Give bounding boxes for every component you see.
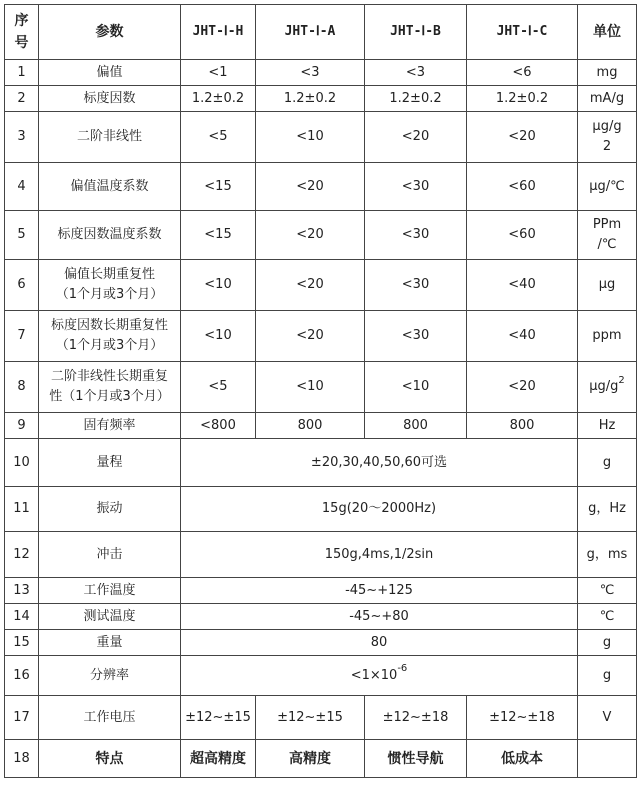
row-param xyxy=(39,260,181,311)
row-unit: Hz xyxy=(578,413,637,439)
row-unit: g xyxy=(578,439,637,487)
cell-c: ±12~±18 xyxy=(467,696,578,740)
cell-c: <40 xyxy=(467,311,578,362)
row-param: 测试温度 xyxy=(39,604,181,630)
row-no: 1 xyxy=(5,60,39,86)
row-param xyxy=(39,362,181,413)
param-line: 性（1个月或3个月） xyxy=(49,389,170,404)
row-no: 9 xyxy=(5,413,39,439)
row-unit xyxy=(578,112,637,163)
row-unit: g xyxy=(578,656,637,696)
cell-a: <20 xyxy=(256,311,365,362)
cell-h: 1.2±0.2 xyxy=(181,86,256,112)
row-unit: ℃ xyxy=(578,578,637,604)
cell-c: 800 xyxy=(467,413,578,439)
row-unit: g，ms xyxy=(578,532,637,578)
row-param: 分辨率 xyxy=(39,656,181,696)
row-no: 11 xyxy=(5,487,39,532)
cell-a: <20 xyxy=(256,211,365,260)
table-row xyxy=(5,211,637,260)
row-no: 13 xyxy=(5,578,39,604)
cell-merged: -45~+125 xyxy=(181,578,578,604)
unit-line: μg/g xyxy=(592,119,622,134)
unit-line: 2 xyxy=(602,139,612,154)
cell-a: <3 xyxy=(256,60,365,86)
cell-c: <6 xyxy=(467,60,578,86)
row-param: 工作温度 xyxy=(39,578,181,604)
cell-merged: 15g(20～2000Hz) xyxy=(181,487,578,532)
unit-line: PPm xyxy=(592,217,622,232)
cell-b: <30 xyxy=(365,211,467,260)
row-no: 7 xyxy=(5,311,39,362)
row-param: 冲击 xyxy=(39,532,181,578)
row-no: 2 xyxy=(5,86,39,112)
table-row xyxy=(5,163,637,211)
spec-table xyxy=(4,4,637,778)
row-unit: mA/g xyxy=(578,86,637,112)
cell-h: <15 xyxy=(181,163,256,211)
row-no: 14 xyxy=(5,604,39,630)
row-param: 标度因数 xyxy=(39,86,181,112)
row-unit: V xyxy=(578,696,637,740)
table-row xyxy=(5,740,637,778)
param-line: 标度因数长期重复性 xyxy=(50,318,168,333)
header-row xyxy=(5,5,637,60)
row-no: 10 xyxy=(5,439,39,487)
row-param: 偏值温度系数 xyxy=(39,163,181,211)
cell-b: 惯性导航 xyxy=(365,740,467,778)
row-param: 重量 xyxy=(39,630,181,656)
cell-b: ±12~±18 xyxy=(365,696,467,740)
row-unit: μg xyxy=(578,260,637,311)
row-param xyxy=(39,311,181,362)
cell-b: <30 xyxy=(365,163,467,211)
table-row xyxy=(5,630,637,656)
cell-b: 800 xyxy=(365,413,467,439)
table-row xyxy=(5,578,637,604)
row-no: 4 xyxy=(5,163,39,211)
row-no: 5 xyxy=(5,211,39,260)
cell-a: <10 xyxy=(256,112,365,163)
row-param: 量程 xyxy=(39,439,181,487)
header-unit: 单位 xyxy=(578,5,637,60)
cell-a: 高精度 xyxy=(256,740,365,778)
row-unit xyxy=(578,362,637,413)
header-model-c: JHT-Ⅰ-C xyxy=(467,5,578,60)
row-no: 12 xyxy=(5,532,39,578)
cell-h: ±12~±15 xyxy=(181,696,256,740)
cell-a: <20 xyxy=(256,260,365,311)
cell-b: <10 xyxy=(365,362,467,413)
unit-sup: 2 xyxy=(618,374,625,386)
table-row xyxy=(5,260,637,311)
row-unit: g，Hz xyxy=(578,487,637,532)
row-unit: ppm xyxy=(578,311,637,362)
cell-b: <30 xyxy=(365,311,467,362)
row-no: 16 xyxy=(5,656,39,696)
cell-b: <3 xyxy=(365,60,467,86)
row-param: 振动 xyxy=(39,487,181,532)
table-row xyxy=(5,439,637,487)
row-no: 6 xyxy=(5,260,39,311)
table-row xyxy=(5,86,637,112)
param-line: （1个月或3个月） xyxy=(55,287,164,302)
row-param: 工作电压 xyxy=(39,696,181,740)
row-param: 二阶非线性 xyxy=(39,112,181,163)
row-param: 偏值 xyxy=(39,60,181,86)
row-no: 15 xyxy=(5,630,39,656)
row-no: 18 xyxy=(5,740,39,778)
cell-h: <10 xyxy=(181,311,256,362)
cell-c: 低成本 xyxy=(467,740,578,778)
resolution-exponent: -6 xyxy=(397,663,408,675)
row-no: 3 xyxy=(5,112,39,163)
cell-c: <60 xyxy=(467,211,578,260)
cell-h: <1 xyxy=(181,60,256,86)
cell-h: <15 xyxy=(181,211,256,260)
param-line: 二阶非线性长期重复 xyxy=(50,369,168,384)
cell-c: <20 xyxy=(467,112,578,163)
row-no: 17 xyxy=(5,696,39,740)
cell-b: 1.2±0.2 xyxy=(365,86,467,112)
cell-h: <5 xyxy=(181,362,256,413)
cell-a: ±12~±15 xyxy=(256,696,365,740)
header-param: 参数 xyxy=(39,5,181,60)
row-unit xyxy=(578,211,637,260)
row-unit: mg xyxy=(578,60,637,86)
cell-merged xyxy=(181,656,578,696)
table-row xyxy=(5,487,637,532)
table-row xyxy=(5,60,637,86)
cell-b: <30 xyxy=(365,260,467,311)
row-unit: μg/℃ xyxy=(578,163,637,211)
row-param: 特点 xyxy=(39,740,181,778)
cell-b: <20 xyxy=(365,112,467,163)
row-unit: g xyxy=(578,630,637,656)
table-row xyxy=(5,311,637,362)
cell-a: <10 xyxy=(256,362,365,413)
row-param: 固有频率 xyxy=(39,413,181,439)
cell-a: 1.2±0.2 xyxy=(256,86,365,112)
header-no: 序号 xyxy=(5,5,39,60)
table-row xyxy=(5,112,637,163)
header-model-h: JHT-Ⅰ-H xyxy=(181,5,256,60)
row-param: 标度因数温度系数 xyxy=(39,211,181,260)
table-row xyxy=(5,604,637,630)
cell-h: <10 xyxy=(181,260,256,311)
cell-h: <800 xyxy=(181,413,256,439)
table-row xyxy=(5,532,637,578)
cell-merged: 80 xyxy=(181,630,578,656)
table-row xyxy=(5,696,637,740)
table-row xyxy=(5,413,637,439)
row-unit xyxy=(578,740,637,778)
param-line: 偏值长期重复性 xyxy=(63,267,155,282)
cell-h: <5 xyxy=(181,112,256,163)
header-model-a: JHT-Ⅰ-A xyxy=(256,5,365,60)
cell-a: 800 xyxy=(256,413,365,439)
header-model-b: JHT-Ⅰ-B xyxy=(365,5,467,60)
cell-c: 1.2±0.2 xyxy=(467,86,578,112)
table-row xyxy=(5,656,637,696)
table-row xyxy=(5,362,637,413)
unit-base: μg/g xyxy=(589,379,619,394)
cell-merged: -45~+80 xyxy=(181,604,578,630)
cell-merged: 150g,4ms,1/2sin xyxy=(181,532,578,578)
unit-line: /℃ xyxy=(597,237,617,252)
cell-c: <60 xyxy=(467,163,578,211)
row-unit: ℃ xyxy=(578,604,637,630)
cell-a: <20 xyxy=(256,163,365,211)
row-no: 8 xyxy=(5,362,39,413)
cell-c: <20 xyxy=(467,362,578,413)
cell-merged: ±20,30,40,50,60可选 xyxy=(181,439,578,487)
resolution-base: <1×10 xyxy=(350,667,398,683)
param-line: （1个月或3个月） xyxy=(55,338,164,353)
cell-h: 超高精度 xyxy=(181,740,256,778)
cell-c: <40 xyxy=(467,260,578,311)
